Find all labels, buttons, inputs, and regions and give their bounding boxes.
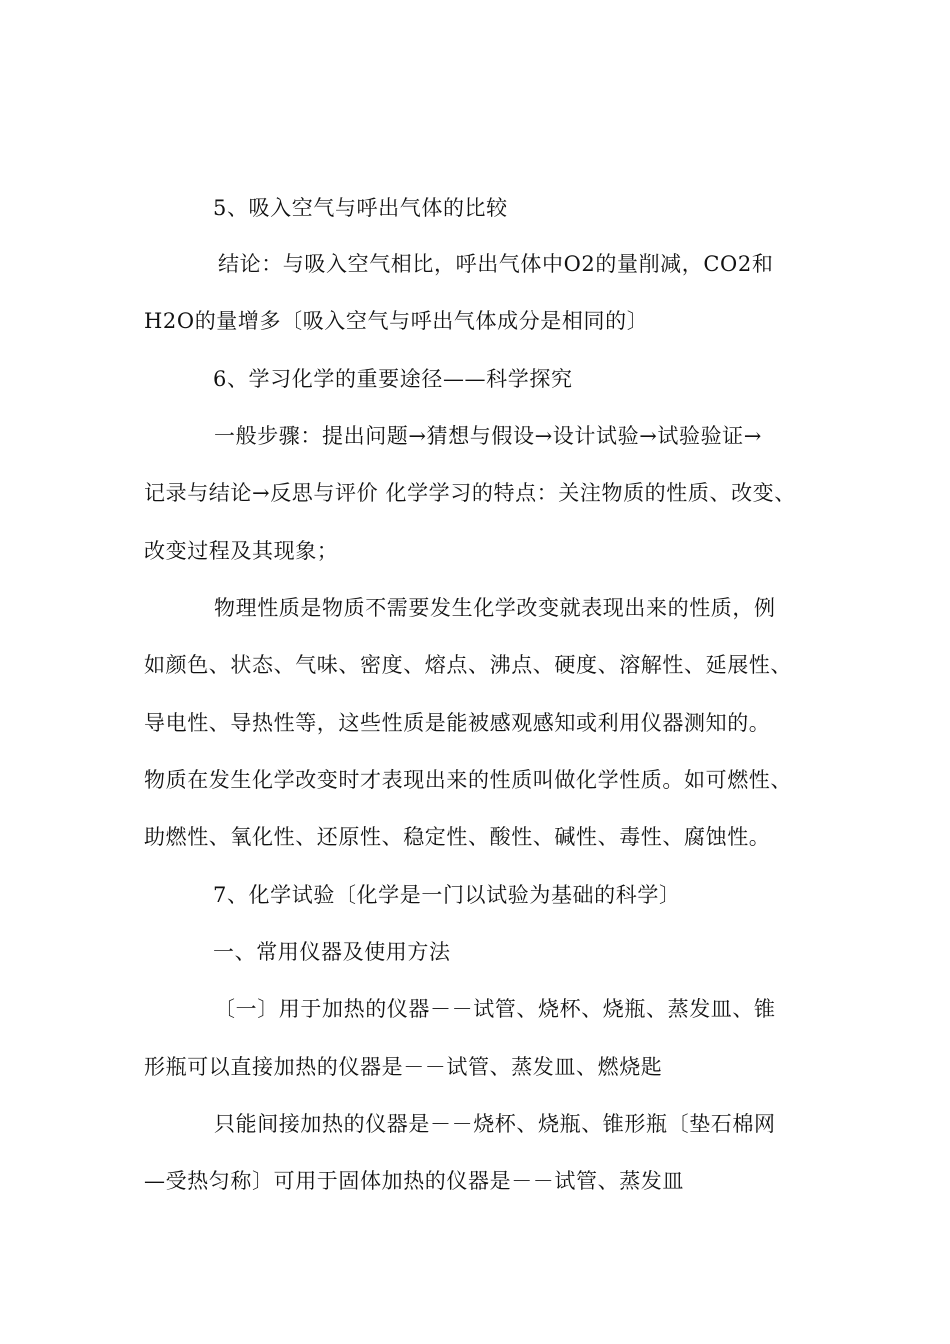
paragraph-line: 结论：与吸入空气相比，呼出气体中O2的量削减，CO2和 [218, 252, 774, 276]
paragraph-line: 〔一〕用于加热的仪器－－试管、烧杯、烧瓶、蒸发皿、锥 [214, 997, 776, 1021]
paragraph-line: 一般步骤：提出问题→猜想与假设→设计试验→试验验证→ [214, 424, 762, 448]
paragraph-line: 物质在发生化学改变时才表现出来的性质叫做化学性质。如可燃性、 [144, 768, 792, 792]
paragraph-line: —受热匀称〕可用于固体加热的仪器是－－试管、蒸发皿 [144, 1169, 684, 1193]
paragraph-line: 物理性质是物质不需要发生化学改变就表现出来的性质，例 [214, 596, 776, 620]
paragraph-line: 如颜色、状态、气味、密度、熔点、沸点、硬度、溶解性、延展性、 [144, 653, 792, 677]
paragraph-line: 形瓶可以直接加热的仪器是－－试管、蒸发皿、燃烧匙 [144, 1055, 663, 1079]
paragraph-line: 改变过程及其现象； [144, 539, 339, 563]
paragraph-line: 助燃性、氧化性、还原性、稳定性、酸性、碱性、毒性、腐蚀性。 [144, 825, 771, 849]
paragraph-line: 记录与结论→反思与评价 化学学习的特点：关注物质的性质、改变、 [144, 481, 796, 505]
section-heading-6: 6、学习化学的重要途径——科学探究 [213, 367, 573, 391]
paragraph-line: 只能间接加热的仪器是－－烧杯、烧瓶、锥形瓶〔垫石棉网 [214, 1112, 776, 1136]
section-heading-5: 5、吸入空气与呼出气体的比较 [213, 196, 508, 220]
paragraph-line: 导电性、导热性等，这些性质是能被感观感知或利用仪器测知的。 [144, 711, 771, 735]
subsection-heading: 一、常用仪器及使用方法 [213, 940, 451, 964]
paragraph-line: H2O的量增多〔吸入空气与呼出气体成分是相同的〕 [144, 309, 649, 333]
section-heading-7: 7、化学试验〔化学是一门以试验为基础的科学〕 [213, 883, 681, 907]
